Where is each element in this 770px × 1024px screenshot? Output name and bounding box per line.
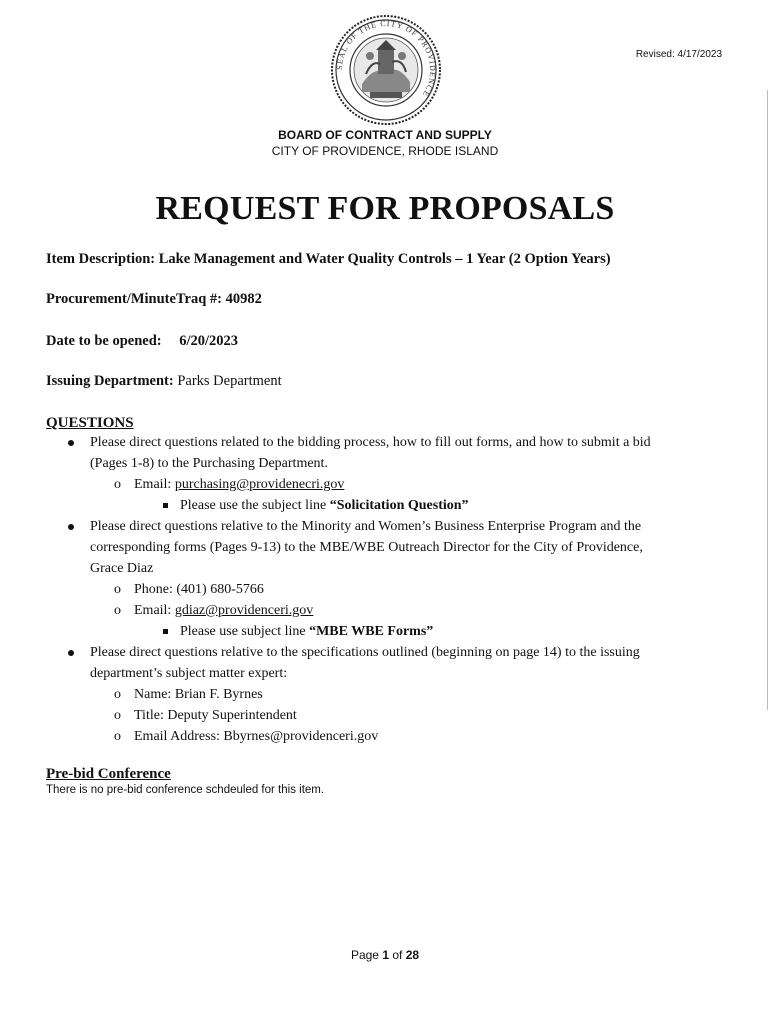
list-item — [46, 621, 736, 642]
issuing-department — [46, 373, 282, 390]
list-item — [46, 600, 736, 621]
list-item — [46, 537, 736, 558]
subject-line: “MBE WBE Forms” — [309, 624, 434, 639]
circle-bullet-icon: o — [114, 729, 121, 744]
item-description-label: Item Description: — [46, 251, 156, 267]
contact-email: Email Address: Bbyrnes@providenceri.gov — [134, 729, 379, 744]
mbe-email-link[interactable]: gdiaz@providenceri.gov — [174, 603, 314, 618]
procurement-number-label: Procurement/MinuteTraq #: — [46, 291, 222, 307]
bullet-icon — [68, 440, 74, 446]
prebid-text: There is no pre-bid conference schdeuled for this item. — [46, 784, 325, 796]
subject-line: “Solicitation Question” — [329, 498, 469, 513]
bullet-icon — [68, 650, 74, 656]
email-label: Email: — [134, 603, 175, 618]
item-description — [46, 251, 611, 268]
phone-number: Phone: (401) 680-5766 — [134, 582, 264, 597]
bullet-icon — [68, 524, 74, 530]
circle-bullet-icon: o — [114, 708, 121, 723]
questions-heading: QUESTIONS — [46, 415, 134, 431]
issuing-department-label: Issuing Department: — [46, 373, 174, 389]
page-of: of — [389, 948, 406, 962]
circle-bullet-icon: o — [114, 687, 121, 702]
list-item — [46, 579, 736, 600]
list-item — [46, 453, 736, 474]
square-bullet-icon — [163, 629, 168, 634]
subject-prefix: Please use the subject line — [180, 498, 330, 513]
seal-text: SEAL OF THE CITY OF PROVIDENCE — [334, 18, 438, 99]
list-item — [46, 558, 736, 579]
prebid-section — [46, 765, 324, 796]
page-prefix: Page — [350, 948, 383, 962]
list-item — [46, 663, 736, 684]
list-item — [46, 474, 736, 495]
bullet-text: (Pages 1-8) to the Purchasing Department. — [90, 456, 328, 471]
prebid-heading: Pre-bid Conference — [46, 766, 171, 782]
circle-bullet-icon: o — [114, 477, 121, 492]
square-bullet-icon — [163, 503, 168, 508]
procurement-number-value: 40982 — [225, 291, 262, 307]
bullet-text: Grace Diaz — [90, 561, 154, 576]
open-date — [46, 333, 238, 350]
page-total: 28 — [405, 948, 420, 962]
circle-bullet-icon: o — [114, 603, 121, 618]
board-name: BOARD OF CONTRACT AND SUPPLY — [278, 128, 492, 142]
purchasing-email-link[interactable]: purchasing@providenecri.gov — [174, 477, 345, 492]
list-item — [46, 705, 736, 726]
issuing-department-value: Parks Department — [177, 373, 282, 389]
scan-edge-line — [767, 90, 768, 710]
list-item — [46, 516, 736, 537]
item-description-value: Lake Management and Water Quality Controls – 1 Year (2 Option Years) — [158, 251, 611, 267]
city-seal-logo — [330, 14, 442, 126]
contact-title: Title: Deputy Superintendent — [134, 708, 297, 723]
circle-bullet-icon: o — [114, 582, 121, 597]
list-item — [46, 495, 736, 516]
procurement-number — [46, 291, 262, 308]
questions-section — [46, 414, 736, 747]
bullet-text: Please direct questions relative to the specifications outlined (beginning on page 14) to the issuing — [90, 645, 640, 660]
page-current: 1 — [382, 948, 389, 962]
bullet-text: Please direct questions relative to the Minority and Women’s Business Enterprise Program and the — [90, 519, 642, 534]
list-item — [46, 726, 736, 747]
email-label: Email: — [134, 477, 175, 492]
bullet-text: department’s subject matter expert: — [90, 666, 288, 681]
city-name: CITY OF PROVIDENCE, RHODE ISLAND — [271, 144, 499, 158]
page-title: REQUEST FOR PROPOSALS — [155, 190, 615, 227]
list-item — [46, 642, 736, 663]
issuer-block — [0, 127, 770, 159]
subject-prefix: Please use subject line — [180, 624, 310, 639]
open-date-value: 6/20/2023 — [179, 333, 239, 349]
list-item — [46, 684, 736, 705]
list-item — [46, 432, 736, 453]
page-number — [0, 948, 770, 962]
bullet-text: Please direct questions related to the bidding process, how to fill out forms, and how to submit a bid — [90, 435, 651, 450]
revised-date: Revised: 4/17/2023 — [635, 49, 722, 60]
contact-name: Name: Brian F. Byrnes — [134, 687, 263, 702]
open-date-label: Date to be opened: — [46, 333, 162, 349]
bullet-text: corresponding forms (Pages 9-13) to the MBE/WBE Outreach Director for the City of Providence, — [90, 540, 643, 555]
